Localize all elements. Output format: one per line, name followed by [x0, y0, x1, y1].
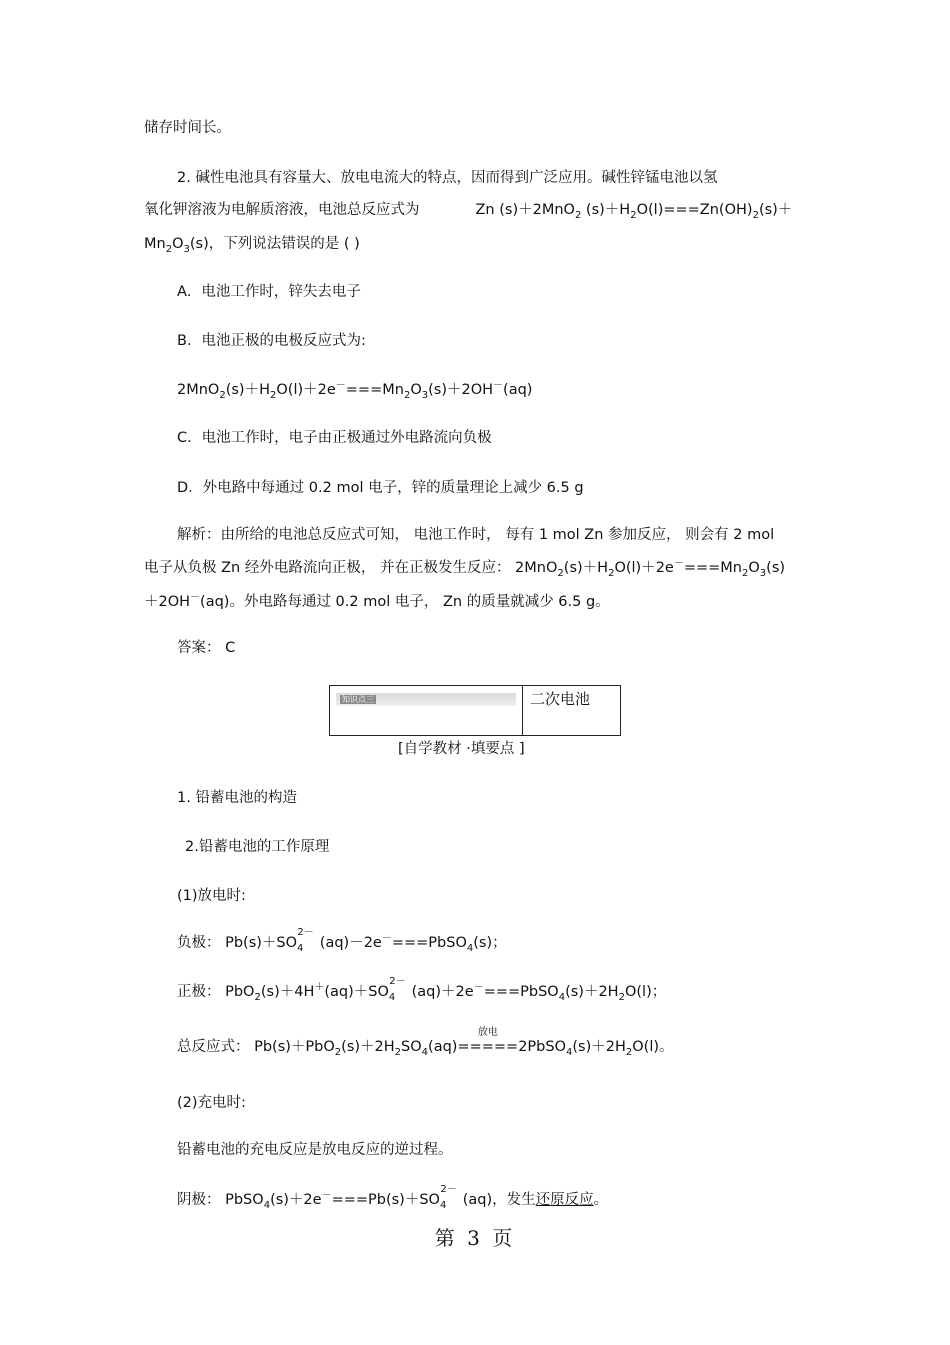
analysis-line1: 解析：由所给的电池总反应式可知， 电池工作时， 每有 1 mol Zn 参加反应， 则会有 2 mol: [177, 527, 775, 543]
positive-electrode: 正极： $PbO_2(s)+4H^+(aq)+SO_4^{2-}(aq)+2e^-===PbSO_4(s)+2H_2O(l)$；: [177, 976, 667, 1003]
self-study-label: [自学教材 ·填要点 ]: [398, 741, 525, 757]
option-a: A．电池工作时，锌失去电子: [177, 284, 361, 300]
equation-total: Zn (s)＋2MnO$_2$ $(s)+H_2O(l)===Zn(OH)_2(s)+$: [475, 202, 793, 221]
section-tag: 知识点三: [336, 693, 516, 706]
question-2-line3: $Mn_2O_3(s)$，下列说法错误的是 ( ): [144, 236, 360, 255]
section-tag-cell: [330, 686, 523, 735]
option-d: D．外电路中每通过 0.2 mol 电子，锌的质量理论上减少 6.5 g: [177, 480, 584, 496]
question-2-line1: 2. 碱性电池具有容量大、放电电流大的特点，因而得到广泛应用。碱性锌锰电池以氢: [177, 170, 718, 186]
option-c: C．电池工作时，电子由正极通过外电路流向负极: [177, 430, 492, 446]
discharge-arrow: 放电 =====: [457, 1027, 519, 1055]
option-b-equation: $2MnO_2(s)+H_2O(l)+2e^-===Mn_2O_3(s)+2OH^-(aq)$: [177, 380, 533, 401]
question-2-line2: [144, 200, 792, 220]
charge-description: 铅蓄电池的充电反应是放电反应的逆过程。: [177, 1142, 453, 1158]
cathode-equation: 阴极： $PbSO_4(s)+2e^-===Pb(s)+SO_4^{2-}(aq)$，发生还原反应。: [177, 1184, 609, 1211]
item-2: 2.铅蓄电池的工作原理: [185, 839, 330, 855]
analysis-line2: 电子从负极 Zn 经外电路流向正极， 并在正极发生反应： $2MnO_2(s)+H_2O(l)+2e^-===Mn_2O_3(s)$: [144, 558, 786, 579]
discharge-heading: (1)放电时:: [177, 888, 246, 904]
paragraph-end: 储存时间长。: [144, 120, 231, 136]
item-1: 1. 铅蓄电池的构造: [177, 790, 297, 806]
charge-heading: (2)充电时:: [177, 1095, 246, 1111]
analysis-line3: ＋2OH－(aq)。外电路每通过 0.2 mol 电子， Zn 的质量就减少 6.5 g。: [144, 592, 610, 610]
page-number: 第 3 页: [434, 1226, 516, 1250]
section-title: 二次电池: [530, 690, 591, 708]
answer: 答案： C: [177, 640, 236, 656]
question-2-text: 氧化钾溶液为电解质溶液，电池总反应式为: [144, 202, 420, 218]
section-header-box: [329, 685, 621, 736]
negative-electrode: 负极： $Pb(s)+SO_4^{2-}(aq)-2e^-===PbSO_4(s)$；: [177, 927, 507, 954]
option-b: B．电池正极的电极反应式为:: [177, 333, 366, 349]
total-reaction: 总反应式： $Pb(s)+PbO_2(s)+2H_2SO_4(aq)$ 放电 $=====2PbSO_4(s)+2H_2O(l)$。: [177, 1027, 674, 1058]
